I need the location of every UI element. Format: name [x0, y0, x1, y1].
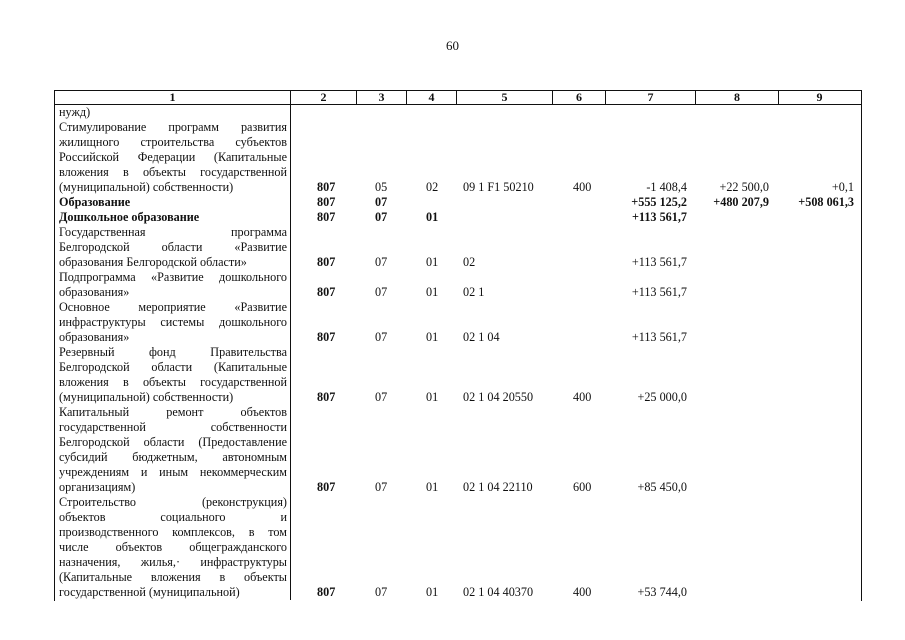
- header-cell-5: 5: [501, 90, 508, 104]
- header-cell-1: 1: [169, 90, 176, 104]
- description-line: (муниципальной) собственности): [59, 390, 234, 404]
- cell-c7: +113 561,7: [631, 330, 687, 344]
- cell-c2: 807: [317, 195, 336, 209]
- cell-c6: 400: [573, 585, 592, 599]
- description-line: государственной (муниципальной): [59, 585, 240, 599]
- cell-c7: +53 744,0: [637, 585, 687, 599]
- cell-c5: 02 1 04 40370: [463, 585, 534, 599]
- table-row: [55, 195, 860, 210]
- cell-c9: +508 061,3: [798, 195, 854, 209]
- cell-c5: 09 1 F1 50210: [463, 180, 534, 194]
- cell-c6: 600: [573, 480, 592, 494]
- description-line: Образование: [59, 195, 131, 209]
- cell-c8: +480 207,9: [713, 195, 769, 209]
- cell-c8: +22 500,0: [719, 180, 769, 194]
- cell-c3: 07: [375, 195, 388, 209]
- description-line: Подпрограмма «Развитие дошкольного: [59, 270, 287, 284]
- cell-c2: 807: [317, 480, 336, 494]
- cell-c3: 07: [375, 390, 388, 404]
- cell-c2: 807: [317, 390, 336, 404]
- cell-c3: 07: [375, 285, 388, 299]
- cell-c5: 02 1 04: [463, 330, 500, 344]
- description-line: Государственная программа: [59, 225, 287, 239]
- cell-c7: +25 000,0: [637, 390, 687, 404]
- cell-c3: 07: [375, 255, 388, 269]
- description-line: (Капитальные вложения в объекты: [59, 570, 287, 584]
- description-line: вложения в объекты государственной: [59, 165, 287, 179]
- cell-c5: 02 1 04 20550: [463, 390, 534, 404]
- cell-c9: +0,1: [831, 180, 854, 194]
- table-row: [55, 345, 860, 405]
- cell-c4: 01: [426, 255, 439, 269]
- description-line: Российской Федерации (Капитальные: [59, 150, 287, 164]
- description-line: Резервный фонд Правительства: [59, 345, 287, 359]
- cell-c5: 02 1: [463, 285, 485, 299]
- cell-c7: +113 561,7: [631, 255, 687, 269]
- header-cell-2: 2: [320, 90, 327, 104]
- row-description: [59, 210, 287, 225]
- cell-c7: +113 561,7: [631, 285, 687, 299]
- cell-c4: 01: [426, 210, 439, 224]
- row-description: [59, 345, 287, 405]
- description-line: образования»: [59, 330, 130, 344]
- table-row: [55, 405, 860, 495]
- cell-c7: +555 125,2: [631, 195, 687, 209]
- description-line: назначения, жилья,· инфраструктуры: [59, 555, 287, 569]
- row-description: [59, 300, 287, 345]
- cell-c2: 807: [317, 210, 336, 224]
- cell-c4: 01: [426, 585, 439, 599]
- row-description: [59, 495, 287, 600]
- cell-c5: 02: [463, 255, 476, 269]
- cell-c7: +85 450,0: [637, 480, 687, 494]
- row-description: [59, 120, 287, 195]
- description-line: Дошкольное образование: [59, 210, 200, 224]
- description-line: образования Белгородской области»: [59, 255, 247, 269]
- table-row: [55, 105, 860, 120]
- cell-c2: 807: [317, 330, 336, 344]
- description-line: субсидий бюджетным, автономным: [59, 450, 287, 464]
- description-line: Основное мероприятие «Развитие: [59, 300, 287, 314]
- cell-c2: 807: [317, 180, 336, 194]
- description-line: Белгородской области (Предоставление: [59, 435, 287, 449]
- cell-c4: 01: [426, 285, 439, 299]
- cell-c4: 02: [426, 180, 439, 194]
- row-description: [59, 225, 287, 270]
- header-cell-3: 3: [378, 90, 385, 104]
- cell-c3: 07: [375, 330, 388, 344]
- description-line: нужд): [59, 105, 91, 119]
- description-line: жилищного строительства субъектов: [59, 135, 287, 149]
- table-row: [55, 225, 860, 270]
- description-line: Стимулирование программ развития: [59, 120, 287, 134]
- cell-c6: 400: [573, 390, 592, 404]
- table-row: [55, 120, 860, 195]
- header-cell-8: 8: [734, 90, 740, 104]
- row-description: [59, 405, 287, 495]
- page-number: 60: [446, 38, 459, 53]
- description-line: образования»: [59, 285, 130, 299]
- description-line: государственной собственности: [59, 420, 287, 434]
- row-description: [59, 270, 287, 300]
- description-line: Белгородской области (Капитальные: [59, 360, 287, 374]
- description-line: Капитальный ремонт объектов: [59, 405, 287, 419]
- table-row: [55, 300, 860, 345]
- cell-c4: 01: [426, 330, 439, 344]
- description-line: учреждениям и иным некоммерческим: [59, 465, 287, 479]
- cell-c2: 807: [317, 255, 336, 269]
- description-line: объектов социального и: [59, 510, 287, 524]
- description-line: Белгородской области «Развитие: [59, 240, 287, 254]
- header-cell-7: 7: [647, 90, 654, 104]
- cell-c3: 07: [375, 480, 388, 494]
- description-line: (муниципальной) собственности): [59, 180, 234, 194]
- description-line: числе объектов общегражданского: [59, 540, 287, 554]
- cell-c6: 400: [573, 180, 592, 194]
- table-row: [55, 270, 860, 300]
- header-cell-6: 6: [576, 90, 582, 104]
- cell-c5: 02 1 04 22110: [463, 480, 533, 494]
- description-line: Строительство (реконструкция): [59, 495, 287, 509]
- cell-c3: 07: [375, 210, 388, 224]
- description-line: вложения в объекты государственной: [59, 375, 287, 389]
- cell-c3: 05: [375, 180, 388, 194]
- cell-c2: 807: [317, 585, 336, 599]
- cell-c7: +113 561,7: [631, 210, 687, 224]
- row-description: [59, 195, 287, 210]
- cell-c7: -1 408,4: [646, 180, 687, 194]
- description-line: организациям): [59, 480, 136, 494]
- cell-c4: 01: [426, 480, 439, 494]
- description-line: производственного комплексов, в том: [59, 525, 287, 539]
- description-line: инфраструктуры системы дошкольного: [59, 315, 287, 329]
- row-description: [59, 105, 287, 120]
- cell-c2: 807: [317, 285, 336, 299]
- table-row: [55, 210, 860, 225]
- cell-c3: 07: [375, 585, 388, 599]
- cell-c4: 01: [426, 390, 439, 404]
- header-cell-9: 9: [816, 90, 823, 104]
- table-row: [55, 495, 860, 600]
- table-body: [55, 105, 860, 600]
- header-cell-4: 4: [428, 90, 435, 104]
